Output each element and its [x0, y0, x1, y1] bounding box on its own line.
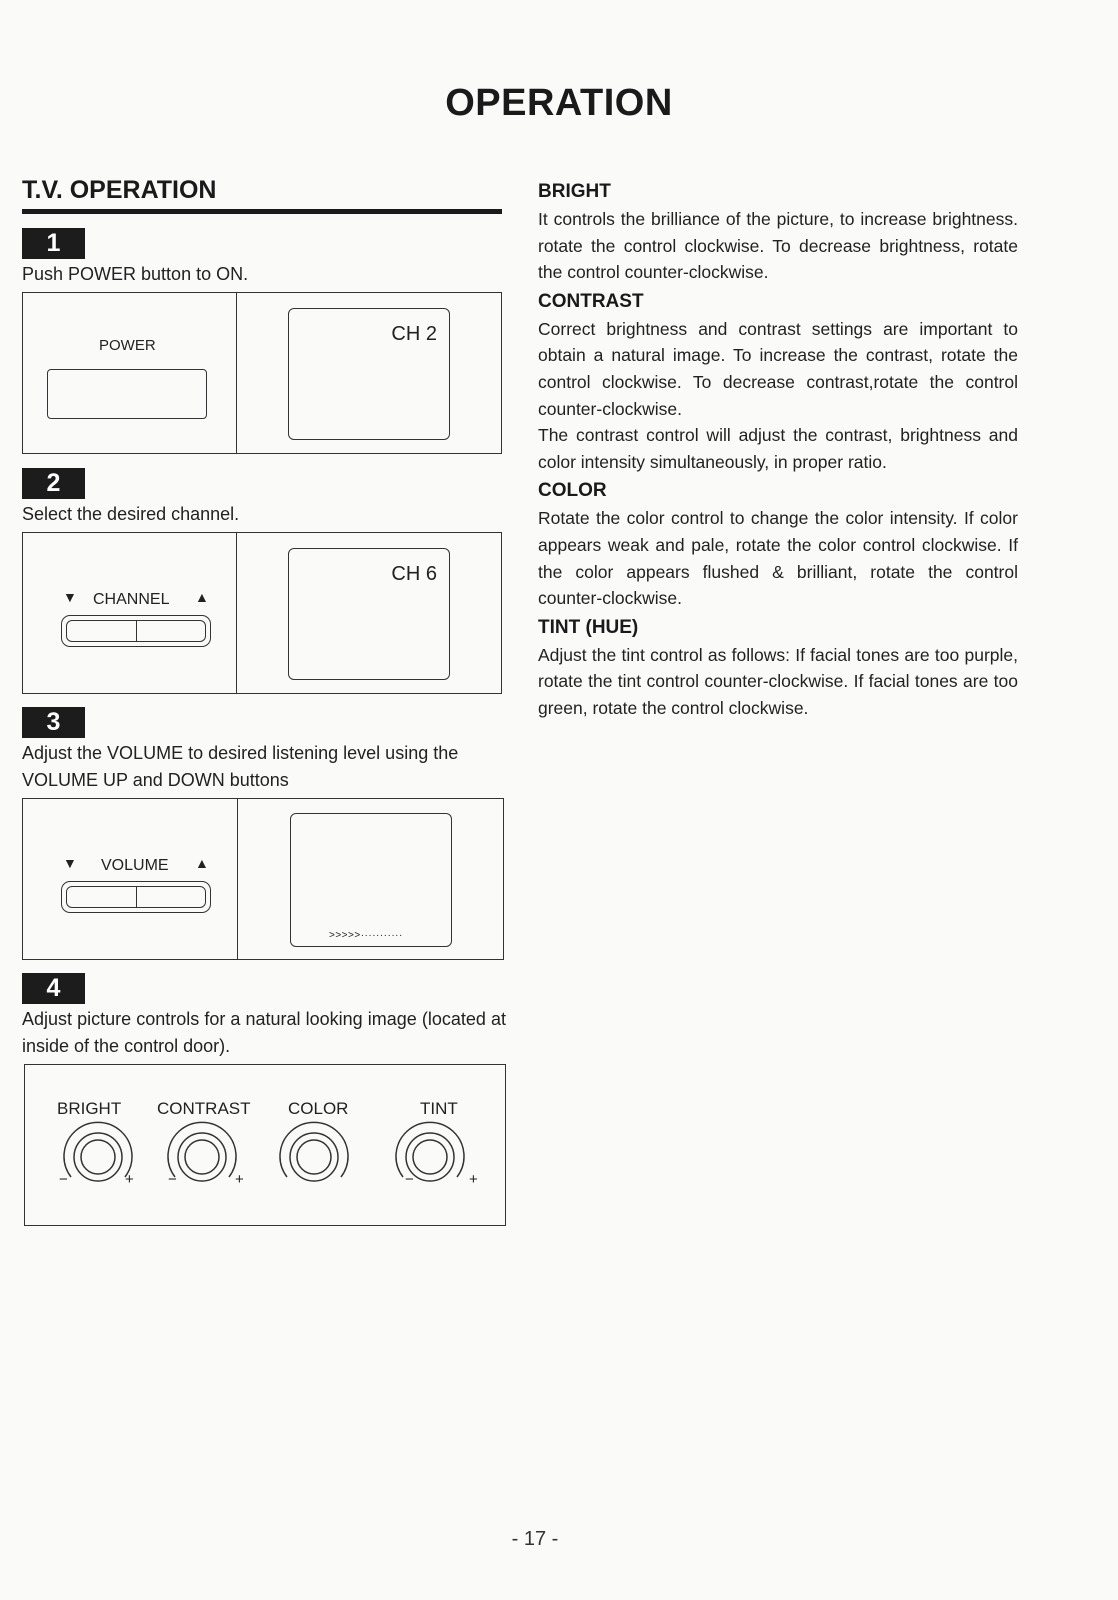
channel-figure: [22, 532, 502, 694]
up-arrow-icon: ▲: [195, 589, 209, 605]
tv-screen: [290, 813, 452, 947]
step-1-badge: 1: [22, 228, 85, 259]
down-arrow-icon: ▼: [63, 855, 77, 871]
step-2-text: Select the desired channel.: [22, 504, 240, 524]
button-divider: [136, 886, 137, 908]
step-1-text: Push POWER button to ON.: [22, 264, 249, 284]
page-title: OPERATION: [445, 82, 673, 124]
figure-divider: [236, 533, 237, 693]
channel-button-label: CHANNEL: [93, 591, 170, 608]
tint-heading: TINT (HUE): [538, 616, 639, 638]
tint-text: Adjust the tint control as follows: If facial tones are too purple, rotate the tint control counter-clockwise. If facial tones are too green, rotate the control clockwise.: [538, 644, 1018, 718]
contrast-heading: CONTRAST: [538, 290, 644, 312]
bright-knob-icon: [64, 1122, 132, 1181]
color-knob-label: COLOR: [288, 1099, 349, 1118]
section-title: T.V. OPERATION: [22, 176, 217, 204]
step-3-text: Adjust the VOLUME to desired listening level using the VOLUME UP and DOWN buttons: [22, 743, 459, 790]
tint-minus: −: [405, 1171, 414, 1188]
bright-heading: BRIGHT: [538, 181, 611, 202]
channel-display: CH 6: [391, 563, 437, 585]
channel-display: CH 2: [391, 323, 437, 345]
bright-description: [538, 178, 1018, 286]
color-knob-icon: [280, 1122, 348, 1181]
knobs-drawing: [25, 1065, 505, 1225]
contrast-description: [538, 288, 1018, 476]
page-number: - 17 -: [511, 1528, 559, 1550]
contrast-knob-icon: [168, 1122, 236, 1181]
bright-plus: +: [125, 1171, 134, 1188]
power-figure: [22, 292, 502, 454]
tint-description: [538, 614, 1018, 722]
volume-up-down-buttons: [61, 881, 211, 913]
power-button-label: POWER: [99, 337, 156, 354]
volume-button-label: VOLUME: [101, 857, 169, 874]
contrast-plus: +: [235, 1171, 244, 1188]
contrast-minus: −: [168, 1171, 177, 1188]
bright-text: It controls the brilliance of the picture, to increase brightness. rotate the control clockwise. To decrease brightness, rotate the control counter-clockwise.: [538, 209, 1018, 283]
color-text: Rotate the color control to change the color intensity. If color appears weak and pale, rotate the color control clockwise. If the color appears flushed & brilliant, rotate the control counter-clockwise.: [538, 508, 1018, 609]
volume-level-bar: >>>>>···········: [329, 930, 403, 941]
tint-plus: +: [469, 1171, 478, 1188]
power-button: [47, 369, 207, 419]
bright-knob-label: BRIGHT: [57, 1099, 122, 1118]
button-divider: [136, 620, 137, 642]
step-3-badge: 3: [22, 707, 85, 738]
picture-controls-descriptions: [538, 178, 1018, 722]
color-description: [538, 477, 1018, 611]
step-4-badge: 4: [22, 973, 85, 1004]
tv-screen: [288, 548, 450, 680]
color-heading: COLOR: [538, 480, 607, 502]
section-rule: [22, 209, 502, 214]
channel-up-down-buttons: [61, 615, 211, 647]
figure-divider: [237, 799, 238, 959]
down-arrow-icon: ▼: [63, 589, 77, 605]
step-2-badge: 2: [22, 468, 85, 499]
bright-minus: −: [59, 1171, 68, 1188]
up-arrow-icon: ▲: [195, 855, 209, 871]
figure-divider: [236, 293, 237, 453]
tint-knob-label: TINT: [420, 1099, 458, 1118]
step-4-text: Adjust picture controls for a natural looking image (located at inside of the control door).: [22, 1009, 506, 1056]
picture-controls-figure: [24, 1064, 506, 1226]
contrast-text: Correct brightness and contrast settings are important to obtain a natural image. To increase the contrast, rotate the control clockwise. To decrease contrast,rotate the control counter-clockwise.: [538, 318, 1018, 419]
contrast-text-2: The contrast control will adjust the contrast, brightness and color intensity simultaneously, in proper ratio.: [538, 425, 1018, 472]
contrast-knob-label: CONTRAST: [157, 1099, 251, 1118]
volume-figure: [22, 798, 504, 960]
tv-screen: [288, 308, 450, 440]
